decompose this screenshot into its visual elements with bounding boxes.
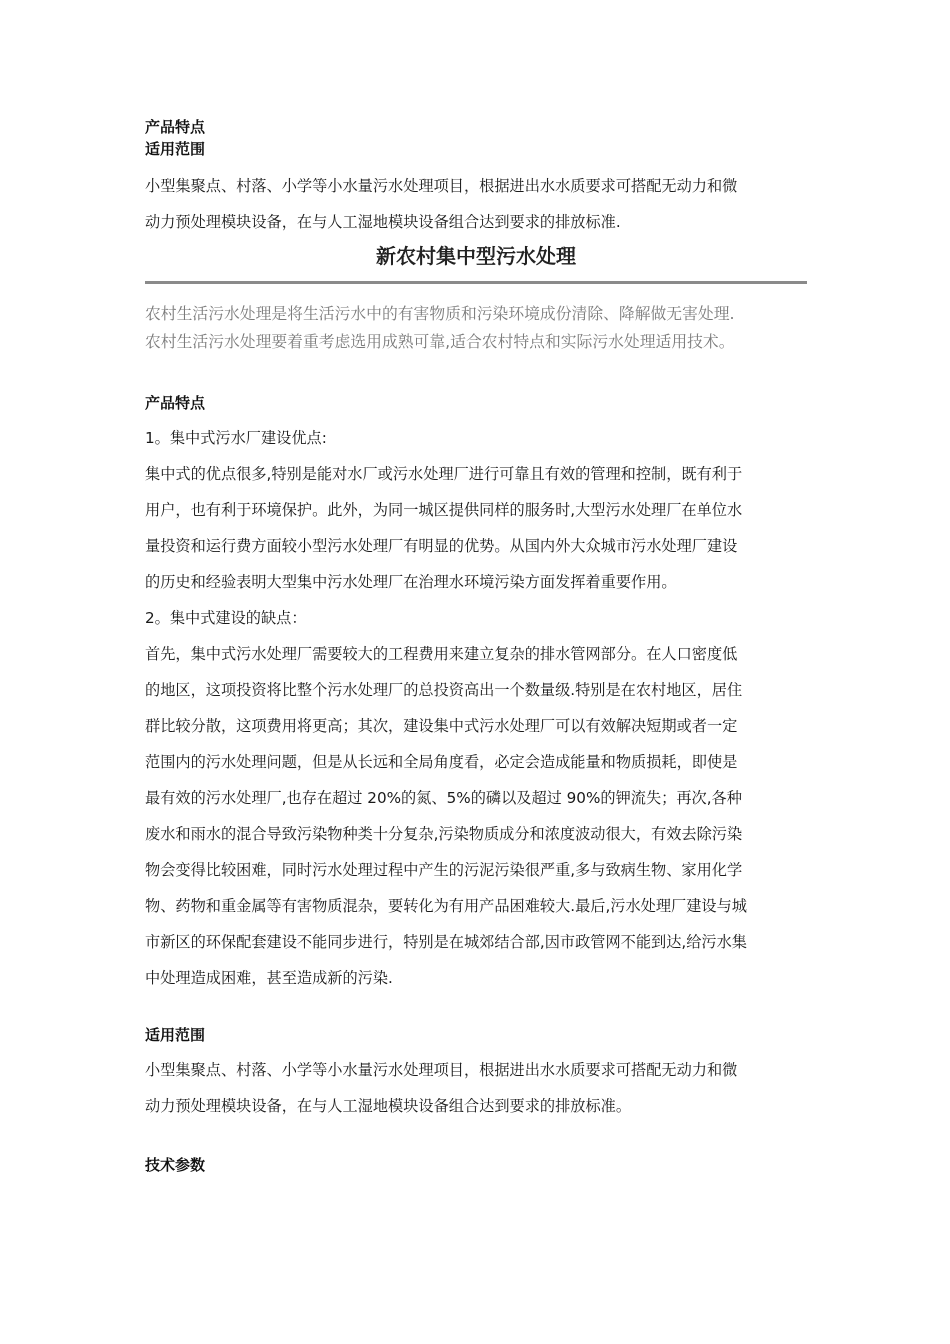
text-line: 用户，也有利于环境保护。此外，为同一城区提供同样的服务时,大型污水处理厂在单位水 — [145, 501, 743, 519]
text-line: 废水和雨水的混合导致污染物种类十分复杂,污染物质成分和浓度波动很大，有效去除污染 — [145, 825, 743, 843]
text-line: 的历史和经验表明大型集中污水处理厂在治理水环境污染方面发挥着重要作用。 — [145, 573, 677, 591]
text-line: 动力预处理模块设备，在与人工湿地模块设备组合达到要求的排放标准. — [145, 213, 621, 231]
heading-tech-params: 技术参数 — [145, 1156, 206, 1174]
text-line: 最有效的污水处理厂,也存在超过 20%的氮、5%的磷以及超过 90%的钾流失；再次,各种 — [145, 789, 742, 807]
scope-paragraph-top — [145, 168, 737, 240]
intro-line: 农村生活污水处理是将生活污水中的有害物质和污染环境成份清除、降解做无害处理. — [145, 304, 735, 323]
scope-paragraph — [145, 1052, 737, 1124]
heading-scope-top: 适用范围 — [145, 140, 206, 158]
text-line: 范围内的污水处理问题，但是从长远和全局角度看，必定会造成能量和物质损耗，即使是 — [145, 753, 738, 771]
text-line: 的地区，这项投资将比整个污水处理厂的总投资高出一个数量级.特别是在农村地区，居住 — [145, 681, 743, 699]
text-line: 物会变得比较困难，同时污水处理过程中产生的污泥污染很严重,多与致病生物、家用化学 — [145, 861, 743, 879]
text-line: 小型集聚点、村落、小学等小水量污水处理项目，根据进出水水质要求可搭配无动力和微 — [145, 1061, 738, 1079]
intro-line: 农村生活污水处理要着重考虑选用成熟可靠,适合农村特点和实际污水处理适用技术。 — [145, 332, 735, 351]
text-line: 中处理造成困难，甚至造成新的污染. — [145, 969, 393, 987]
text-line: 首先，集中式污水处理厂需要较大的工程费用来建立复杂的排水管网部分。在人口密度低 — [145, 645, 738, 663]
text-line: 群比较分散，这项费用将更高；其次，建设集中式污水处理厂可以有效解决短期或者一定 — [145, 717, 738, 735]
article-intro — [145, 300, 735, 356]
text-line: 市新区的环保配套建设不能同步进行，特别是在城郊结合部,因市政管网不能到达,给污水集 — [145, 933, 747, 951]
article-title: 新农村集中型污水处理 — [376, 244, 576, 268]
item1-title: 1。集中式污水厂建设优点: — [145, 429, 327, 447]
text-line: 量投资和运行费方面较小型污水处理厂有明显的优势。从国内外大众城市污水处理厂建设 — [145, 537, 738, 555]
features-section — [145, 420, 747, 996]
item2-title: 2。集中式建设的缺点： — [145, 609, 307, 627]
text-line: 动力预处理模块设备，在与人工湿地模块设备组合达到要求的排放标准。 — [145, 1097, 631, 1115]
title-divider — [145, 281, 807, 284]
text-line: 集中式的优点很多,特别是能对水厂或污水处理厂进行可靠且有效的管理和控制，既有利于 — [145, 465, 743, 483]
heading-scope: 适用范围 — [145, 1026, 206, 1044]
text-line: 物、药物和重金属等有害物质混杂，要转化为有用产品困难较大.最后,污水处理厂建设与城 — [145, 897, 747, 915]
heading-product-features: 产品特点 — [145, 394, 206, 412]
heading-product-features-top: 产品特点 — [145, 118, 206, 136]
text-line: 小型集聚点、村落、小学等小水量污水处理项目，根据进出水水质要求可搭配无动力和微 — [145, 177, 738, 195]
